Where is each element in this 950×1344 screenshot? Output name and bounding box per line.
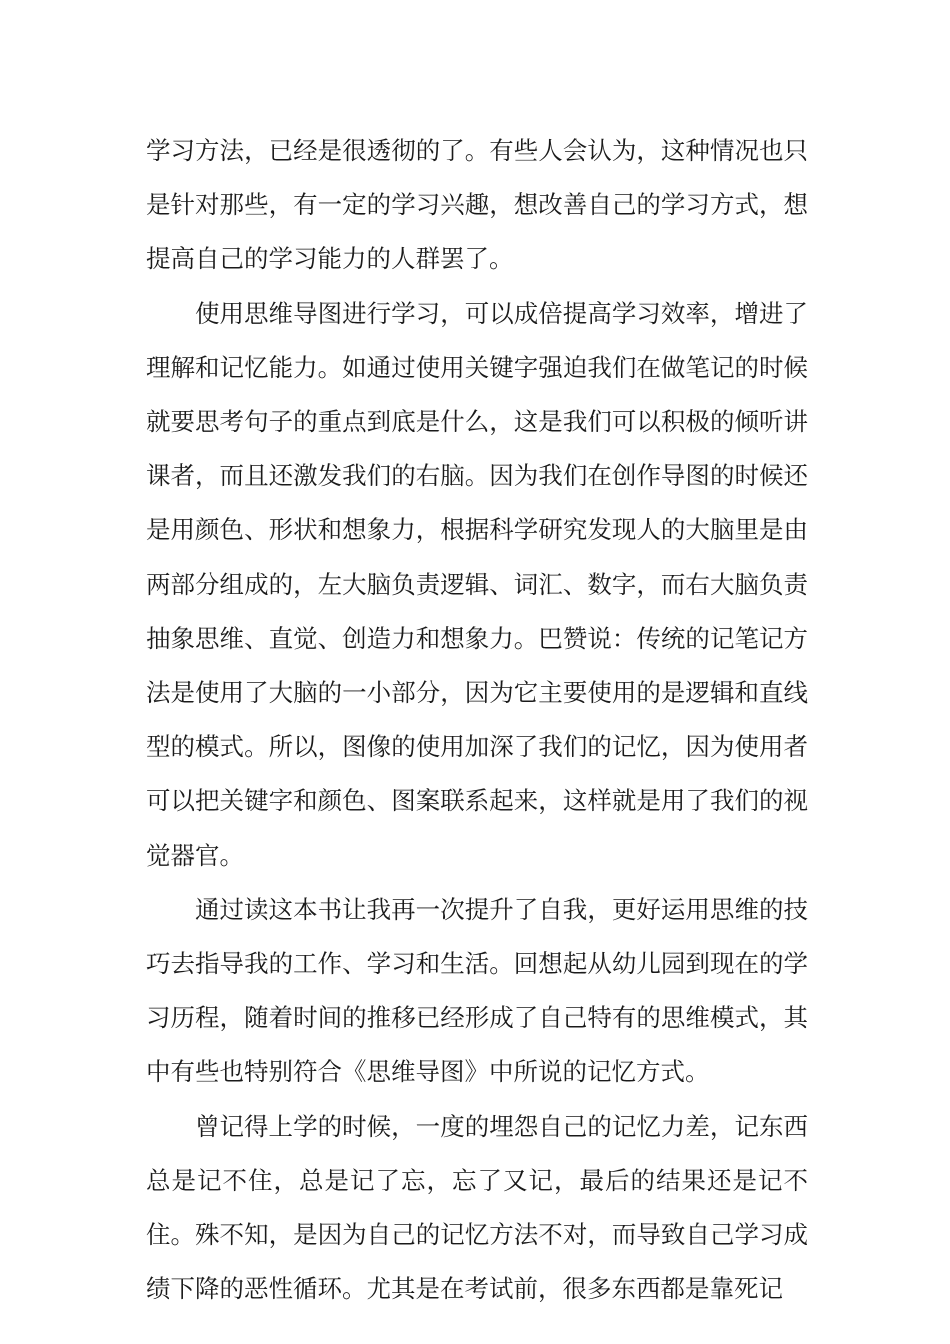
- body-text: [146, 124, 808, 1316]
- paragraph-3: 通过读这本书让我再一次提升了自我，更好运用思维的技巧去指导我的工作、学习和生活。回想起从幼儿园到现在的学习历程，随着时间的推移已经形成了自己特有的思维模式，其中有些也特别符合《思维导图》中所说的记忆方式。: [146, 894, 808, 1087]
- paragraph-1: 学习方法，已经是很透彻的了。有些人会认为，这种情况也只是针对那些，有一定的学习兴趣，想改善自己的学习方式，想提高自己的学习能力的人群罢了。: [146, 136, 808, 274]
- paragraph-2: 使用思维导图进行学习，可以成倍提高学习效率，增进了理解和记忆能力。如通过使用关键字强迫我们在做笔记的时候就要思考句子的重点到底是什么，这是我们可以积极的倾听讲课者，而且还激发我们的右脑。因为我们在创作导图的时候还是用颜色、形状和想象力，根据科学研究发现人的大脑里是由两部分组成的，左大脑负责逻辑、词汇、数字，而右大脑负责抽象思维、直觉、创造力和想象力。巴赞说：传统的记笔记方法是使用了大脑的一小部分，因为它主要使用的是逻辑和直线型的模式。所以，图像的使用加深了我们的记忆，因为使用者可以把关键字和颜色、图案联系起来，这样就是用了我们的视觉器官。: [146, 298, 808, 870]
- paragraph-4: 曾记得上学的时候，一度的埋怨自己的记忆力差，记东西总是记不住，总是记了忘，忘了又记，最后的结果还是记不住。殊不知，是因为自己的记忆方法不对，而导致自己学习成绩下降的恶性循环。尤其是在考试前，很多东西都是靠死记: [146, 1111, 808, 1304]
